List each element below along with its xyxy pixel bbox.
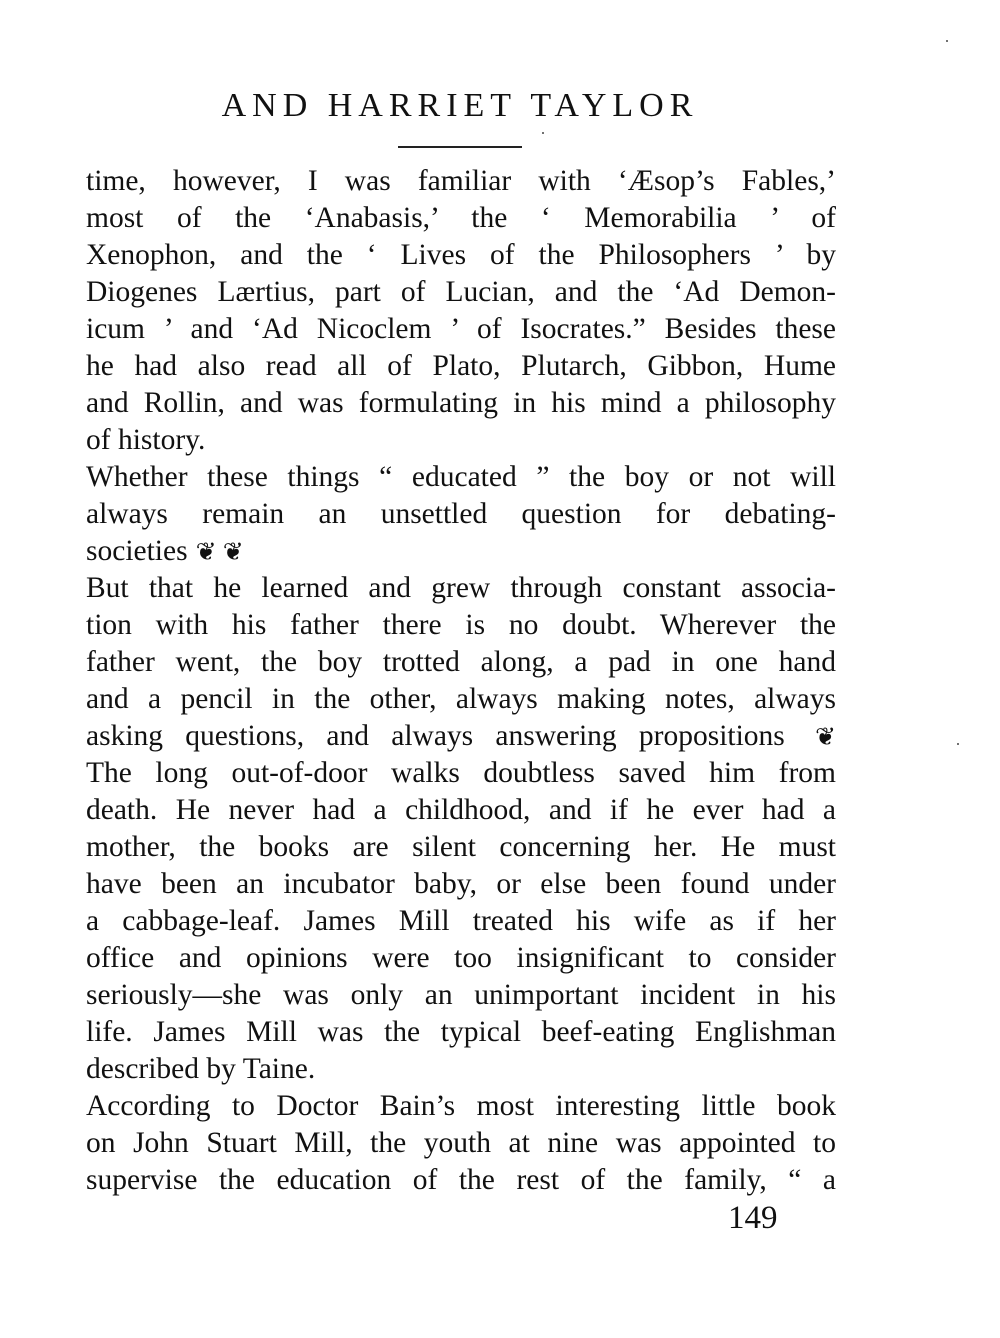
text-line: father went, the boy trotted along, a pad in one hand — [86, 646, 836, 678]
running-head: AND HARRIET TAYLOR — [221, 87, 699, 124]
text-line: on John Stuart Mill, the youth at nine was appointed to — [86, 1127, 836, 1159]
ornament-icon: ❦ ❦ — [195, 539, 244, 566]
text-fragment: societies — [86, 535, 188, 567]
text-line: Xenophon, and the ‘ Lives of the Philosophers ’ by — [86, 239, 836, 271]
scan-speck — [957, 743, 959, 745]
text-line: office and opinions were too insignificant to consider — [86, 942, 836, 974]
text-line: icum ’ and ‘Ad Nicoclem ’ of Isocrates.” Besides these — [86, 313, 836, 345]
text-fragment: asking questions, and always answering propositions — [86, 720, 785, 752]
text-line: always remain an unsettled question for debating- — [86, 498, 836, 530]
text-line: death. He never had a childhood, and if he ever had a — [86, 794, 836, 826]
text-line: tion with his father there is no doubt. Wherever the — [86, 609, 836, 641]
text-line: The long out-of-door walks doubtless saved him from — [86, 757, 836, 789]
body-text — [86, 163, 836, 1199]
text-line: Diogenes Lærtius, part of Lucian, and the ‘Ad Demon- — [86, 276, 836, 308]
ornament-icon: ❦ — [815, 724, 836, 751]
text-line: have been an incubator baby, or else been found under — [86, 868, 836, 900]
text-line: life. James Mill was the typical beef-eating Englishman — [86, 1016, 836, 1048]
text-line: most of the ‘Anabasis,’ the ‘ Memorabilia ’ of — [86, 202, 836, 234]
text-line-with-ornament — [86, 718, 836, 755]
text-line: he had also read all of Plato, Plutarch, Gibbon, Hume — [86, 350, 836, 382]
text-line: time, however, I was familiar with ‘Æsop’s Fables,’ — [86, 165, 836, 197]
text-line: and Rollin, and was formulating in his mind a philosophy — [86, 387, 836, 419]
text-line: and a pencil in the other, always making notes, always — [86, 683, 836, 715]
text-line: described by Taine. — [86, 1053, 316, 1085]
header-rule — [398, 146, 522, 148]
text-line: Whether these things “ educated ” the boy or not will — [86, 461, 836, 493]
scan-speck — [946, 40, 948, 42]
text-line: of history. — [86, 424, 206, 456]
text-line: a cabbage-leaf. James Mill treated his wife as if her — [86, 905, 836, 937]
text-line: But that he learned and grew through constant associa- — [86, 572, 836, 604]
text-line: supervise the education of the rest of the family, “ a — [86, 1164, 836, 1196]
scan-speck — [542, 132, 544, 134]
text-line-with-ornament — [86, 533, 836, 570]
page-number: 149 — [728, 1200, 778, 1236]
text-line: According to Doctor Bain’s most interesting little book — [86, 1090, 836, 1122]
text-line: mother, the books are silent concerning her. He must — [86, 831, 836, 863]
text-line: seriously—she was only an unimportant incident in his — [86, 979, 836, 1011]
